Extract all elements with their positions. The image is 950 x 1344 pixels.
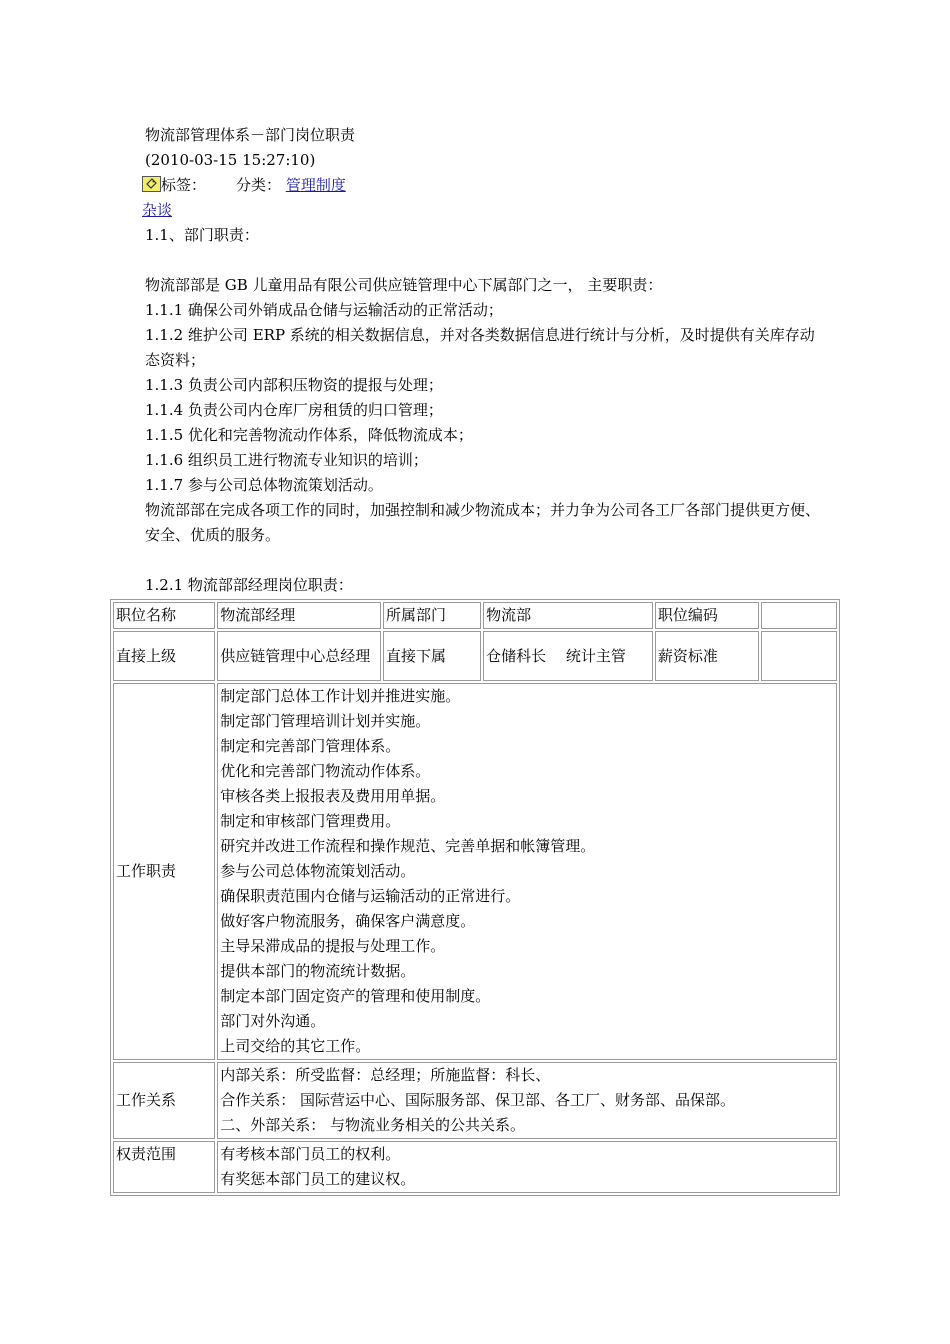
- duty-item: 提供本部门的物流统计数据。: [220, 962, 416, 980]
- list-item: 1.1.5 优化和完善物流动作体系，降低物流成本；: [145, 426, 473, 444]
- list-item: 1.1.6 组织员工进行物流专业知识的培训；: [145, 451, 428, 469]
- authority-item: 有考核本部门员工的权利。: [220, 1145, 401, 1163]
- section-heading-1-1: 1.1、部门职责：: [145, 226, 259, 244]
- table-row: [113, 631, 837, 681]
- cell-code-label: 职位编码: [655, 602, 759, 629]
- table-row: [113, 1141, 837, 1193]
- cell-relations-label: 工作关系: [113, 1062, 215, 1139]
- duty-item: 做好客户物流服务，确保客户满意度。: [220, 912, 476, 930]
- cell-code-value: [761, 602, 837, 629]
- cell-superior-value: 供应链管理中心总经理: [217, 631, 381, 681]
- post-datetime: (2010-03-15 15:27:10): [145, 151, 316, 169]
- cell-authority-label: 权责范围: [113, 1141, 215, 1193]
- duty-item: 参与公司总体物流策划活动。: [220, 862, 416, 880]
- section-heading-1-2-1: 1.2.1 物流部部经理岗位职责：: [145, 576, 353, 594]
- cell-department-label: 所属部门: [383, 602, 481, 629]
- cell-subordinate-value: 仓储科长 统计主管: [483, 631, 653, 681]
- intro-paragraph: 物流部部是 GB 儿童用品有限公司供应链管理中心下属部门之一， 主要职责：: [145, 276, 663, 294]
- cell-position-label: 职位名称: [113, 602, 215, 629]
- post-meta: [145, 173, 825, 198]
- cell-superior-label: 直接上级: [113, 631, 215, 681]
- cell-authority-list: [217, 1141, 837, 1193]
- job-duty-table: [110, 599, 840, 1196]
- duty-item: 制定和审核部门管理费用。: [220, 812, 401, 830]
- document-body: [142, 123, 825, 598]
- duty-item: 制定和完善部门管理体系。: [220, 737, 401, 755]
- duty-item: 制定部门管理培训计划并实施。: [220, 712, 431, 730]
- table-row: [113, 1062, 837, 1139]
- closing-paragraph: 物流部部在完成各项工作的同时，加强控制和减少物流成本；并力争为公司各工厂各部门提供更方便、安全、优质的服务。: [145, 501, 821, 544]
- authority-item: 有奖惩本部门员工的建议权。: [220, 1170, 416, 1188]
- duty-item: 部门对外沟通。: [220, 1012, 326, 1030]
- list-item: 1.1.7 参与公司总体物流策划活动。: [145, 476, 383, 494]
- relation-item: 合作关系： 国际营运中心、国际服务部、保卫部、各工厂、财务部、品保部。: [220, 1091, 736, 1109]
- relation-item: 内部关系：所受监督：总经理；所施监督：科长、: [220, 1066, 551, 1084]
- relation-item: 二、外部关系： 与物流业务相关的公共关系。: [220, 1116, 526, 1134]
- cell-duties-list: [217, 683, 837, 1060]
- category-link-misc[interactable]: 杂谈: [142, 201, 173, 219]
- duty-item: 审核各类上报报表及费用用单据。: [220, 787, 446, 805]
- cell-salary-label: 薪资标准: [655, 631, 759, 681]
- category-link-management[interactable]: 管理制度: [285, 176, 346, 194]
- tag-icon: [142, 176, 161, 192]
- duty-item: 研究并改进工作流程和操作规范、完善单据和帐簿管理。: [220, 837, 596, 855]
- duty-item: 上司交给的其它工作。: [220, 1037, 371, 1055]
- tag-label: 标签：: [161, 176, 207, 194]
- cell-duties-label: 工作职责: [113, 683, 215, 1060]
- duty-item: 优化和完善部门物流动作体系。: [220, 762, 431, 780]
- list-item: 1.1.3 负责公司内部积压物资的提报与处理；: [145, 376, 443, 394]
- cell-salary-value: [761, 631, 837, 681]
- table-row: [113, 602, 837, 629]
- cell-department-value: 物流部: [483, 602, 653, 629]
- duty-item: 确保职责范围内仓储与运输活动的正常进行。: [220, 887, 521, 905]
- cell-position-value: 物流部经理: [217, 602, 381, 629]
- cell-relations-list: [217, 1062, 837, 1139]
- list-item: 1.1.2 维护公司 ERP 系统的相关数据信息，并对各类数据信息进行统计与分析，及时提供有关库存动态资料；: [145, 326, 815, 369]
- duty-item: 制定本部门固定资产的管理和使用制度。: [220, 987, 491, 1005]
- table-row: [113, 683, 837, 1060]
- list-item: 1.1.4 负责公司内仓库厂房租赁的归口管理；: [145, 401, 443, 419]
- duty-item: 制定部门总体工作计划并推进实施。: [220, 687, 461, 705]
- cell-subordinate-label: 直接下属: [383, 631, 481, 681]
- post-title: 物流部管理体系－部门岗位职责: [145, 126, 356, 144]
- list-item: 1.1.1 确保公司外销成品仓储与运输活动的正常活动；: [145, 301, 503, 319]
- duty-item: 主导呆滞成品的提报与处理工作。: [220, 937, 446, 955]
- category-label: 分类：: [236, 176, 282, 194]
